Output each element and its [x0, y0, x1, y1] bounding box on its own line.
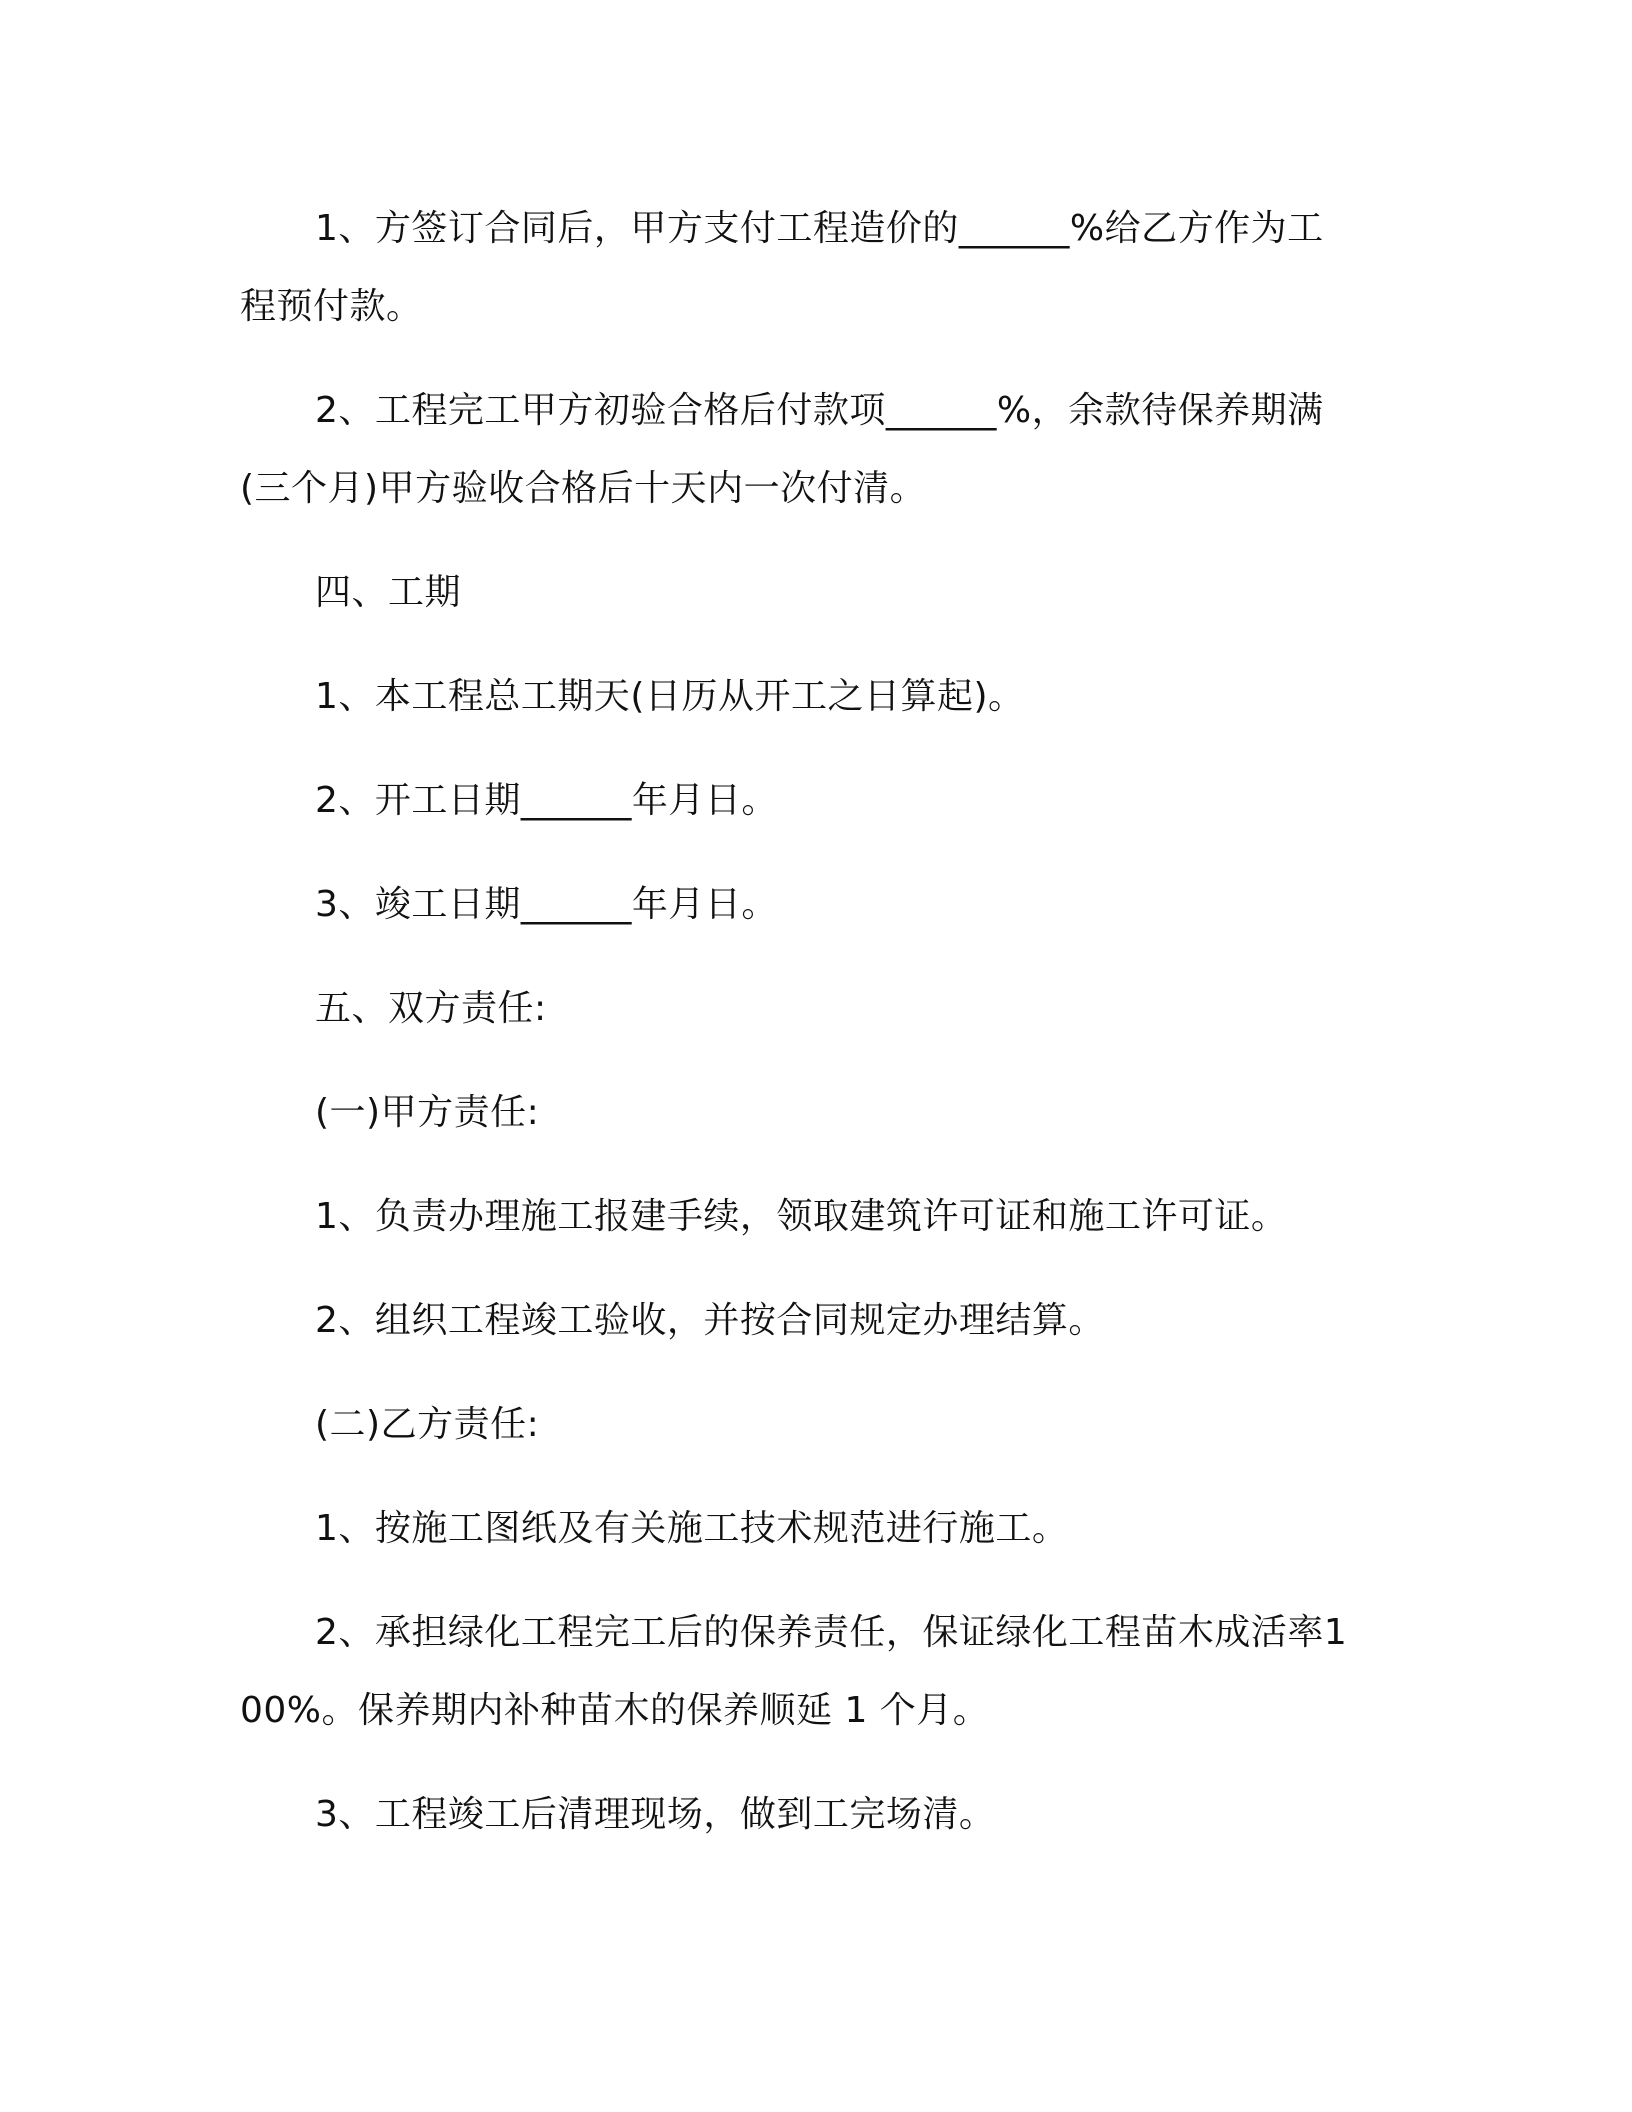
paragraph-party-b-cleanup: 3、工程竣工后清理现场，做到工完场清。 — [315, 1794, 996, 1835]
paragraph-party-a-acceptance: 2、组织工程竣工验收，并按合同规定办理结算。 — [315, 1300, 1105, 1341]
paragraph-final-payment: 2、工程完工甲方初验合格后付款项______%，余款待保养期满(三个月)甲方验收合格后十天内一次付清。 — [240, 390, 1324, 509]
paragraph-party-b-construction: 1、按施工图纸及有关施工技术规范进行施工。 — [315, 1508, 1069, 1549]
paragraph-party-a-permits: 1、负责办理施工报建手续，领取建筑许可证和施工许可证。 — [315, 1196, 1288, 1237]
paragraph-party-b-maintenance: 2、承担绿化工程完工后的保养责任，保证绿化工程苗木成活率100%。保养期内补种苗木的保养顺延 1 个月。 — [240, 1612, 1348, 1731]
section-heading-responsibilities: 五、双方责任: — [315, 988, 547, 1029]
subheading-party-b: (二)乙方责任: — [315, 1404, 540, 1445]
subheading-party-a: (一)甲方责任: — [315, 1092, 540, 1133]
paragraph-prepayment: 1、方签订合同后，甲方支付工程造价的______%给乙方作为工程预付款。 — [240, 208, 1324, 327]
section-heading-schedule: 四、工期 — [315, 572, 462, 613]
paragraph-start-date: 2、开工日期______年月日。 — [315, 780, 778, 821]
paragraph-total-duration: 1、本工程总工期天(日历从开工之日算起)。 — [315, 676, 1025, 717]
paragraph-completion-date: 3、竣工日期______年月日。 — [315, 884, 778, 925]
document-body — [240, 190, 1350, 1880]
